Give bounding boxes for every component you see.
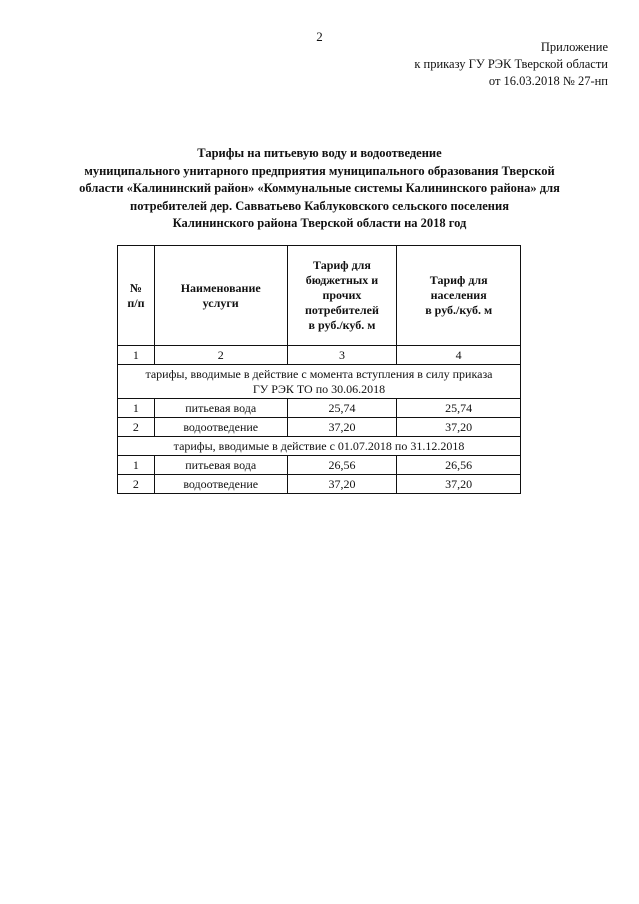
header-budget-tariff [287,246,397,346]
tariff-table [117,245,521,494]
page-number: 2 [316,29,323,44]
section-label-line: тарифы, вводимые в действие с 01.07.2018 по 31.12.2018 [173,438,465,453]
header-budget-line: Тариф для [313,258,371,272]
population-tariff-value: 25,74 [397,399,521,418]
header-population-line: Тариф для [429,273,488,287]
population-tariff-value: 37,20 [397,475,521,494]
header-population-line: населения [430,288,487,302]
table-row [118,399,521,418]
column-number-row [118,346,521,365]
section-label [118,437,521,456]
table-row [118,475,521,494]
column-number: 3 [287,346,397,365]
table-header-row [118,246,521,346]
header-name [154,246,287,346]
title-line-3: области «Калининский район» «Коммунальные системы Калининского района» для [79,181,560,195]
section-label [118,365,521,399]
service-name: питьевая вода [154,456,287,475]
section-label-line: ГУ РЭК ТО по 30.06.2018 [252,381,386,396]
population-tariff-value: 37,20 [397,418,521,437]
section-header-row [118,437,521,456]
header-num-line: № [129,280,142,295]
appendix-note [414,39,608,90]
section-label-line: тарифы, вводимые в действие с момента вступления в силу приказа [145,366,493,381]
header-num-line: п/п [127,295,145,310]
header-name-line: Наименование [180,280,261,295]
table-row [118,418,521,437]
document-title [60,145,579,233]
budget-tariff-value: 37,20 [287,418,397,437]
appendix-line-2: к приказу ГУ РЭК Тверской области [414,57,608,71]
service-name: питьевая вода [154,399,287,418]
budget-tariff-value: 26,56 [287,456,397,475]
section-header-row [118,365,521,399]
column-number: 1 [118,346,155,365]
budget-tariff-value: 25,74 [287,399,397,418]
header-name-line: услуги [202,295,239,310]
appendix-line-3: от 16.03.2018 № 27-нп [488,74,608,88]
row-number: 1 [118,399,155,418]
budget-tariff-value: 37,20 [287,475,397,494]
population-tariff-value: 26,56 [397,456,521,475]
table-row [118,456,521,475]
title-line-2: муниципального унитарного предприятия муниципального образования Тверской [84,163,555,178]
header-population-tariff [397,246,521,346]
title-line-1: Тарифы на питьевую воду и водоотведение [197,146,442,160]
column-number: 2 [154,346,287,365]
header-population-line: в руб./куб. м [425,303,493,317]
row-number: 1 [118,456,155,475]
title-line-5: Калининского района Тверской области на 2018 год [172,216,467,230]
row-number: 2 [118,475,155,494]
header-budget-line: в руб./куб. м [308,318,376,332]
header-num [118,246,155,346]
row-number: 2 [118,418,155,437]
column-number: 4 [397,346,521,365]
header-budget-line: бюджетных и [305,273,379,287]
service-name: водоотведение [154,418,287,437]
service-name: водоотведение [154,475,287,494]
appendix-line-1: Приложение [540,40,608,54]
title-line-4: потребителей дер. Савватьево Каблуковского сельского поселения [130,198,509,213]
header-budget-line: потребителей [305,303,379,317]
header-budget-line: прочих [322,288,362,302]
